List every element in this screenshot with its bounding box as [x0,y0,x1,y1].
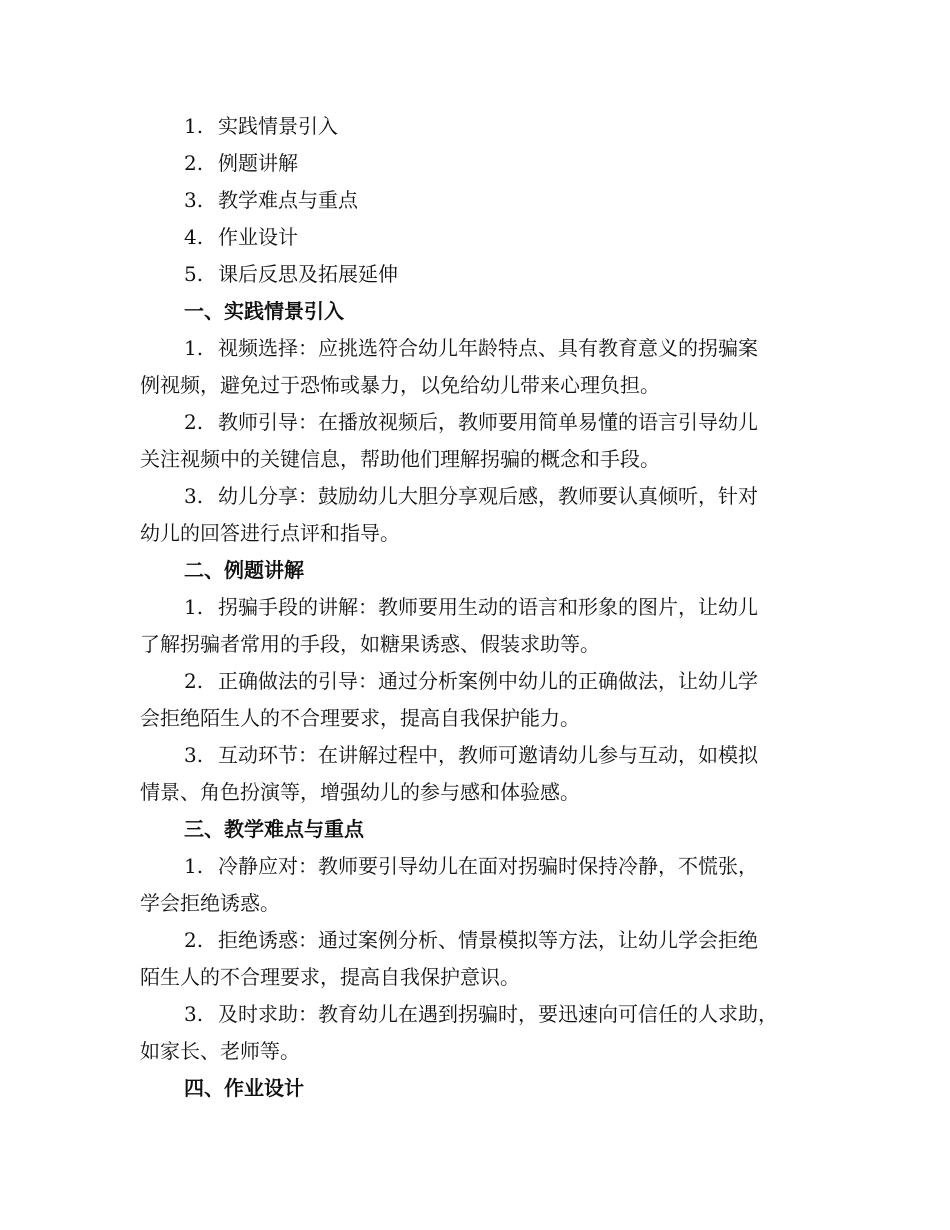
paragraph-line: 情景、角色扮演等，增强幼儿的参与感和体验感。 [140,780,580,804]
paragraph-number: 2. [184,928,204,952]
paragraph-line [140,404,810,441]
paragraph-text: 教师引导：在播放视频后，教师要用简单易懂的语言引导幼儿 [218,410,758,434]
paragraph-line [140,330,810,367]
paragraph-line [140,848,810,885]
paragraph-line: 陌生人的不合理要求，提高自我保护意识。 [140,965,520,989]
paragraph-text: 及时求助：教育幼儿在遇到拐骗时，要迅速向可信任的人求助， [218,1002,778,1026]
toc-item-text: 作业设计 [218,225,298,249]
section-heading: 三、教学难点与重点 [184,817,364,841]
toc-item [140,219,810,256]
toc-item [140,256,810,293]
paragraph-number: 2. [184,669,204,693]
section-heading: 一、实践情景引入 [184,299,344,323]
toc-item-text: 教学难点与重点 [218,188,358,212]
paragraph-line: 了解拐骗者常用的手段，如糖果诱惑、假装求助等。 [140,632,600,656]
paragraph-line [140,737,810,774]
toc-item-text: 例题讲解 [218,151,298,175]
paragraph-text: 拐骗手段的讲解：教师要用生动的语言和形象的图片，让幼儿 [218,595,758,619]
paragraph-line [140,663,810,700]
paragraph-number: 1. [184,595,204,619]
paragraph-text: 正确做法的引导：通过分析案例中幼儿的正确做法，让幼儿学 [218,669,758,693]
paragraph-line: 例视频，避免过于恐怖或暴力，以免给幼儿带来心理负担。 [140,373,660,397]
paragraph-number: 3. [184,484,204,508]
toc-item-number: 3. [184,188,204,212]
paragraph-line: 如家长、老师等。 [140,1039,300,1063]
toc-item-text: 实践情景引入 [218,114,338,138]
paragraph-line [140,922,810,959]
paragraph-text: 视频选择：应挑选符合幼儿年龄特点、具有教育意义的拐骗案 [218,336,758,360]
paragraph-line [140,478,810,515]
section-heading: 四、作业设计 [184,1076,304,1100]
toc-item [140,108,810,145]
paragraph-line: 幼儿的回答进行点评和指导。 [140,521,400,545]
paragraph-line: 学会拒绝诱惑。 [140,891,280,915]
paragraph-number: 1. [184,336,204,360]
toc-item-number: 5. [184,262,204,286]
toc-item [140,145,810,182]
section-heading: 二、例题讲解 [184,558,304,582]
paragraph-number: 3. [184,1002,204,1026]
toc-item-number: 1. [184,114,204,138]
toc-item [140,182,810,219]
paragraph-line: 关注视频中的关键信息，帮助他们理解拐骗的概念和手段。 [140,447,660,471]
paragraph-line [140,589,810,626]
paragraph-number: 2. [184,410,204,434]
paragraph-text: 互动环节：在讲解过程中，教师可邀请幼儿参与互动，如模拟 [218,743,758,767]
paragraph-line [140,996,810,1033]
paragraph-text: 拒绝诱惑：通过案例分析、情景模拟等方法，让幼儿学会拒绝 [218,928,758,952]
paragraph-number: 3. [184,743,204,767]
document-body [140,108,810,1107]
paragraph-text: 冷静应对：教师要引导幼儿在面对拐骗时保持冷静，不慌张， [218,854,758,878]
toc-item-text: 课后反思及拓展延伸 [218,262,398,286]
toc-item-number: 2. [184,151,204,175]
toc-item-number: 4. [184,225,204,249]
paragraph-number: 1. [184,854,204,878]
paragraph-line: 会拒绝陌生人的不合理要求，提高自我保护能力。 [140,706,580,730]
paragraph-text: 幼儿分享：鼓励幼儿大胆分享观后感，教师要认真倾听，针对 [218,484,758,508]
